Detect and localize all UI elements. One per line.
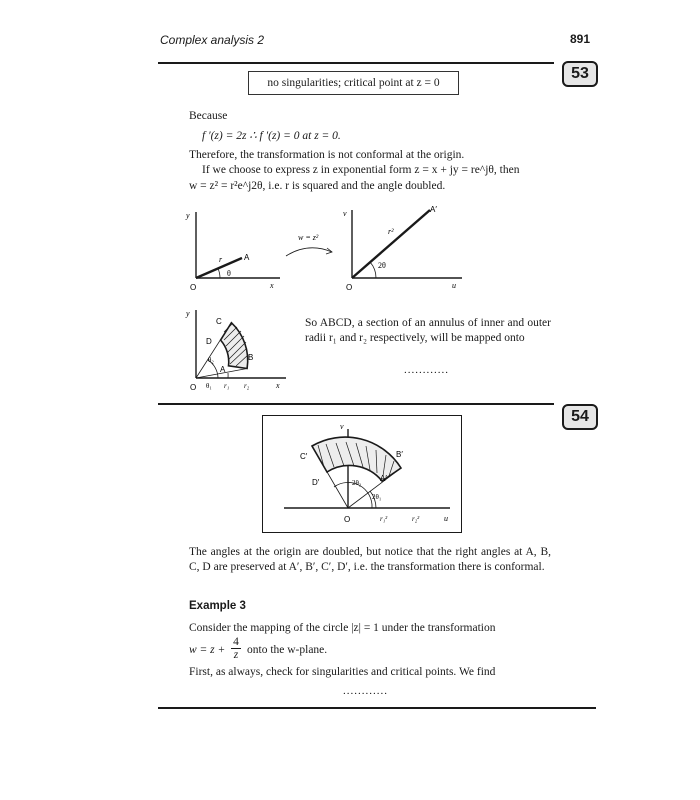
annulus-x-label: x [276,381,280,390]
r-label: r [219,255,223,264]
because-text: Because [189,110,228,122]
frame-54-dots: ............ [343,685,388,697]
two-theta-arc [370,262,376,278]
map-label: w = z² [298,233,319,242]
theta2-label: θ₂ [208,356,214,364]
w-u-label: u [452,281,456,290]
exponential-line-2: w = z² = r²e^j2θ, i.e. r is squared and the angle doubled. [189,180,446,192]
annulus-origin-label: O [190,383,197,392]
point-d-prime-label: D′ [312,478,320,487]
map-arrow [286,248,332,256]
answer-box: no singularities; critical point at z = 0 [248,71,459,95]
z-x-label: x [270,281,274,290]
theta-arc [218,269,220,279]
annulus-text: So ABCD, a section of an annulus of inner and outer radii r₁ and r₂ respectively, will be mapped onto [305,317,551,344]
exponential-line-1: If we choose to express z in exponential form z = x + jy = re^jθ, then [202,164,520,176]
two-theta1-label: 2θ₁ [372,493,382,501]
frame-53-dots: ............ [404,364,449,376]
theta1-label: θ₁ [206,382,212,390]
w-ray [352,210,430,278]
z-origin-label: O [190,283,197,292]
diagram-frame [263,416,462,533]
first-line: First, as always, check for singularities and critical points. We find [189,666,496,678]
r2-label: r₂ [244,382,250,390]
point-d-label: D [206,337,212,346]
origin-label: O [344,515,351,524]
r1-label: r₁ [224,382,230,390]
equation-denominator: z [233,649,239,661]
z-y-label: y [186,211,190,220]
example-equation [189,636,449,666]
frame-54-rule [158,403,554,405]
bottom-rule [158,707,596,709]
point-a-label: A [220,365,226,374]
point-c-prime-label: C′ [300,452,308,461]
point-a-prime-label: A′ [430,205,437,214]
theta-label: θ [227,269,231,278]
angles-paragraph: The angles at the origin are doubled, but notice that the right angles at A, B, C, D are preserved at A′, B′, C′, D′, i.e. the transformation there is conformal. [189,546,551,573]
mapped-diagram [262,415,462,533]
derivative-line: f ′(z) = 2z ∴ f ′(z) = 0 at z = 0. [202,130,341,142]
mapping-diagram [180,200,480,295]
page-number: 891 [570,32,591,46]
example-line-1: Consider the mapping of the circle |z| = 1 under the transformation [189,622,496,634]
annulus-y-label: y [186,309,190,318]
frame-53-rule [158,62,554,64]
point-a-label: A [244,253,250,262]
point-b-label: B [248,353,254,362]
chapter-title: Complex analysis 2 [160,33,265,47]
point-a-prime-label: A′ [380,474,387,483]
equation-numerator: 4 [231,636,241,649]
v-axis-label: v [340,422,344,431]
frame-53-number: 53 [562,61,598,87]
r2-squared-label: r₂² [412,515,420,523]
example-heading: Example 3 [189,600,246,612]
point-b-prime-label: B′ [396,450,403,459]
u-axis-label: u [444,514,448,523]
two-theta2-label: 2θ₂ [352,479,362,487]
w-v-label: v [343,209,347,218]
two-theta-label: 2θ [378,261,386,270]
r-squared-label: r² [388,227,394,236]
equation-suffix: onto the w-plane. [247,644,328,656]
point-c-label: C [216,317,222,326]
annulus-diagram [180,300,295,395]
not-conformal-text: Therefore, the transformation is not conformal at the origin. [189,149,465,161]
r1-squared-label: r₁² [380,515,388,523]
w-origin-label: O [346,283,353,292]
frame-54-number: 54 [562,404,598,430]
equation-prefix: w = z + [189,644,226,656]
